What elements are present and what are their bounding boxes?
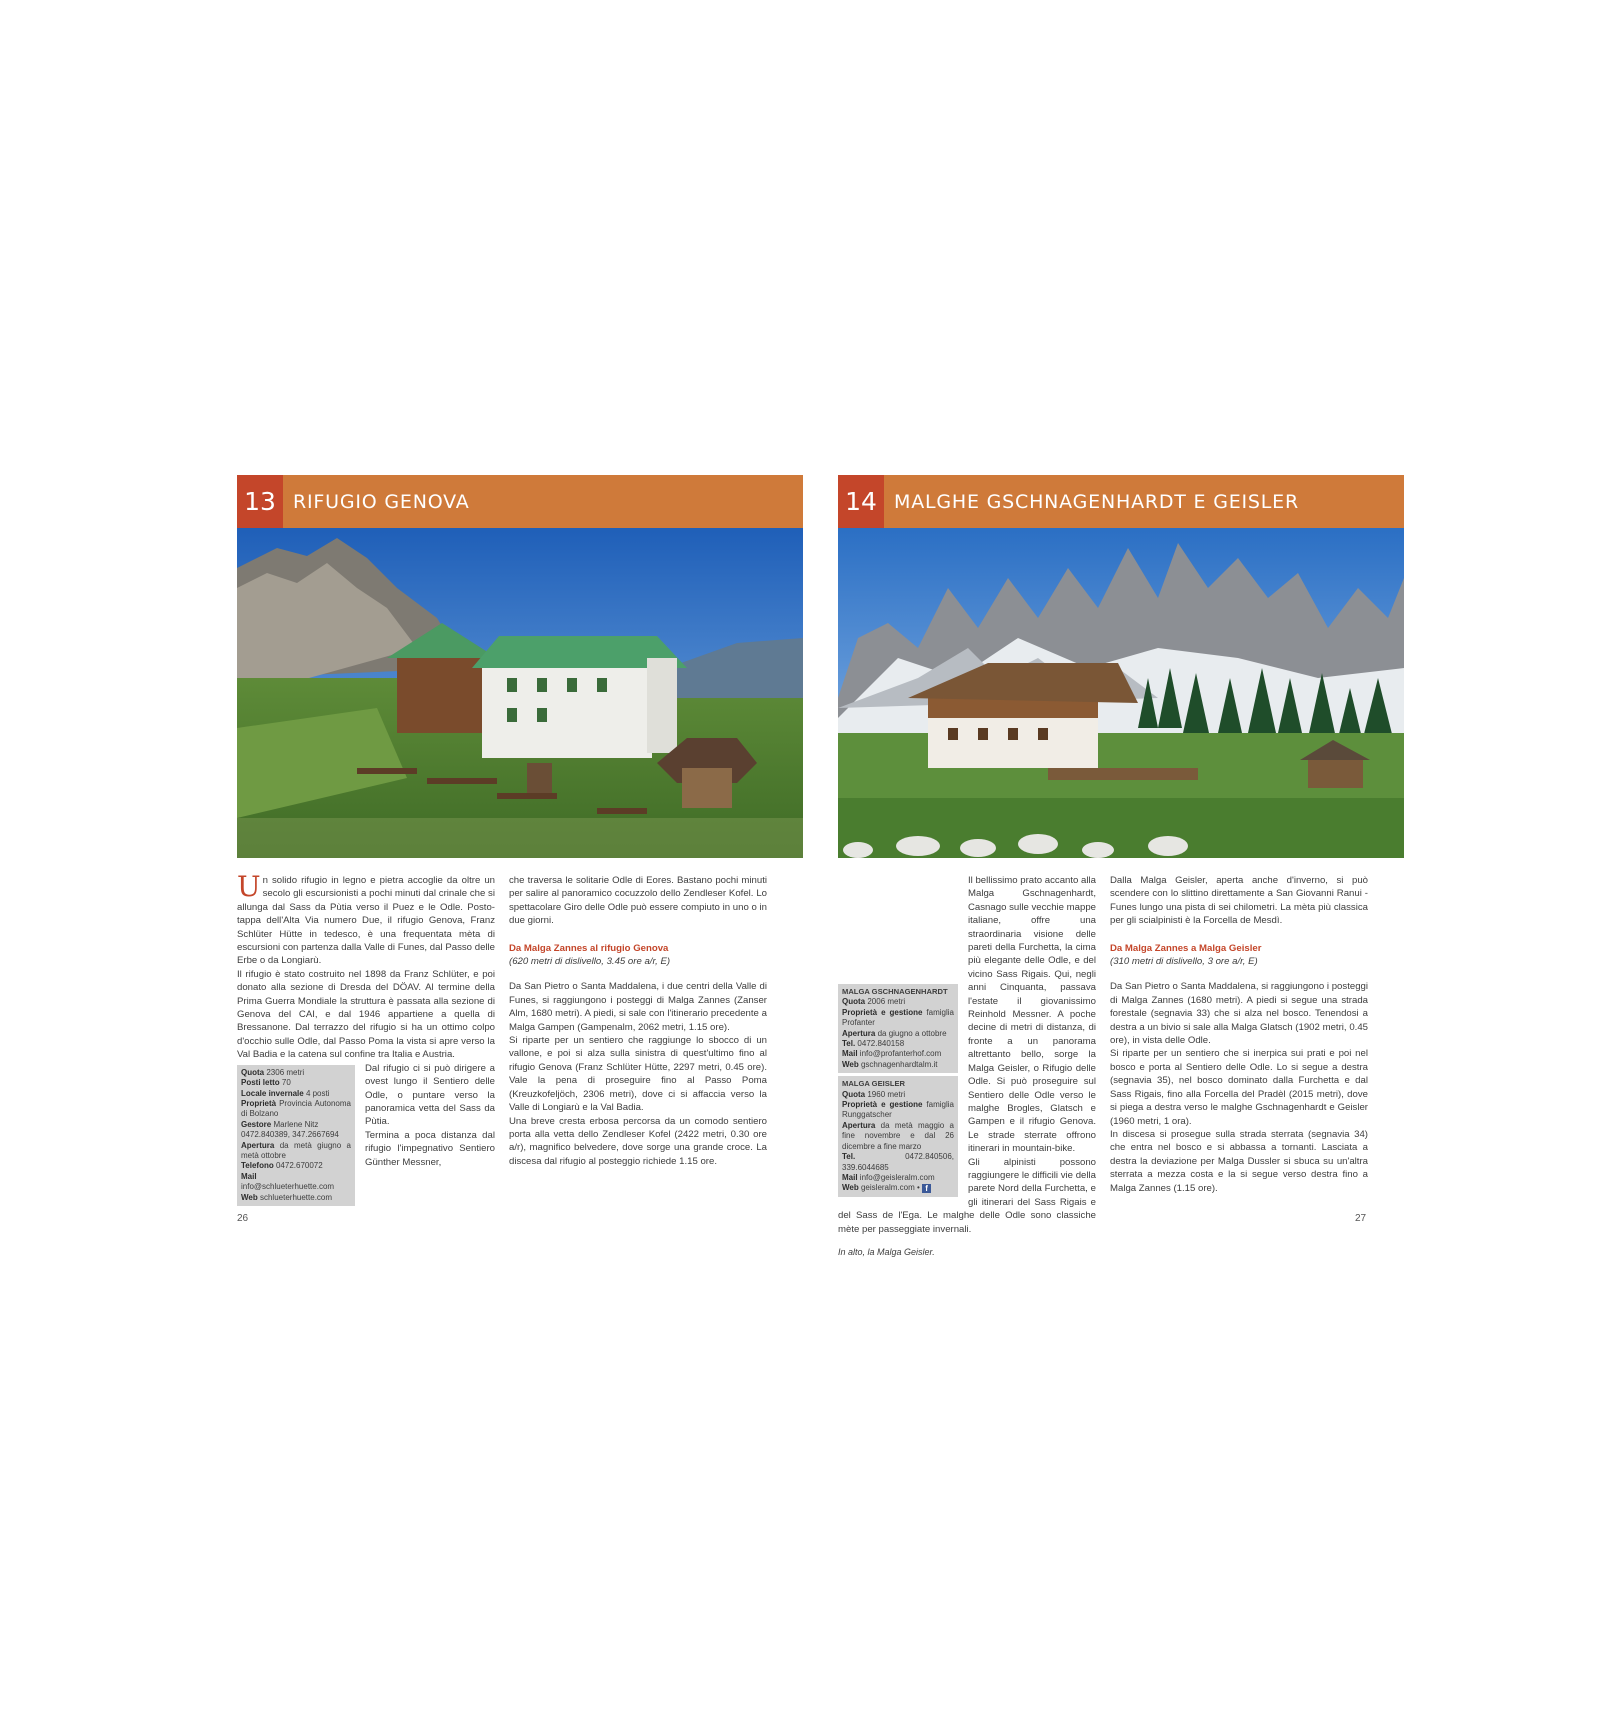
route-step-2: Si riparte per un sentiero che si inerpica sui prati e poi nel bosco e porta al Sentiero delle Odle. Lo si segue a destra (segnavia 35), nel bosco dominato dalla Furchetta e dal Sass Rigais, fino alla Forcella del Pradèl (2015 metri), dove si piega a destra verso le malghe Gschnagenhardt e Geisler (1960 metri, 1 ora). [1110,1048,1368,1127]
left-page [237,475,803,1204]
route-title: Da Malga Zannes al rifugio Genova [509,942,669,954]
section-number: 13 [237,475,283,528]
route-paragraph: Dal rifugio ci si può dirigere a ovest lungo il Sentiero delle Odle, o puntare verso la panoramica vetta del Sass da Pùtia. [365,1062,495,1128]
info-box: Quota 2306 metri Posti letto 70 Locale invernale 4 posti Proprietà Provincia Autonoma di Bolzano Gestore Marlene Nitz 0472.840389, 347.2667694 Apertura da metà giugno a metà ottobre Telefono 0472.670072 Mail info@schlueterhuette.com Web schlueterhuette.com [237,1065,355,1206]
route-step-1: Da San Pietro o Santa Maddalena, si raggiungono i posteggi di Malga Zannes (1680 metri). A piedi si segue una strada forestale (segnavia 33) che si alza nel bosco. Tenendosi a destra a un bivio si sale alla Malga Glatsch (1902 metri, 0.45 ore), in vista delle Odle. [1110,981,1368,1047]
route-info: (620 metri di dislivello, 3.45 ore a/r, E) [509,956,671,968]
section-number: 14 [838,475,884,528]
page-number-right: 27 [1355,1213,1367,1224]
column-2 [509,874,767,1168]
column-1 [237,870,495,1206]
section-title: RIFUGIO GENOVA [293,490,470,513]
intro-paragraph: Il bellissimo prato accanto alla Malga Gschnagenhardt, Casnago sulle vecchie mappe italiane, offre una straordinaria visione delle pareti della Furchetta, la cima più elegante delle Odle, e del vicino Sass Rigais. Qui, negli anni Cinquanta, passava l'estate il giovanissimo Reinhold Messner. A poche decine di metri di distanza, di fronte a un panorama altrettanto bello, sorge la Malga Geisler, o Rifugio delle Odle. Si può proseguire sul Sentiero delle Odle verso le malghe Brogles, Glatsch e Gampen e il rifugio Genova. Le strade sterrate offrono itinerari in mountain-bike. [968,875,1096,1155]
section-header [838,475,1404,528]
info-boxes [838,984,958,1197]
article-body [237,870,803,1204]
route-step-3: Una breve cresta erbosa percorsa da un comodo sentiero porta alla vetta dello Zendleser Kofel (2422 metri, 0.30 ore a/r), magnifico belvedere, dove sorge una grande croce. La discesa dal rifugio al posteggio richiede 1.15 ore. [509,1115,767,1167]
info-box-gschnagenhardt: MALGA GSCHNAGENHARDT Quota 2006 metri Proprietà e gestione famiglia Profanter Apertura da giugno a ottobre Tel. 0472.840158 Mail info@profanterhof.com Web gschnagenhardtalm.it [838,984,958,1073]
winter-paragraph: Dalla Malga Geisler, aperta anche d'inverno, si può scendere con lo slittino direttamente a San Giovanni Ranui - Funes lungo una pista di sei chilometri. La mèta più classica per gli scialpinisti è la Forcella de Mesdì. [1110,875,1368,927]
alpinists-paragraph: Gli alpinisti possono raggiungere le difficili vie della parete Nord della Furchetta, e gli itinerari del Sass Rigais e del Sass de l'Ega. Le malghe delle Odle sono classiche mète per passeggiate invernali. [838,1156,1096,1235]
column-1 [838,874,1096,1259]
odle-paragraph: che traversa le solitarie Odle di Eores. Bastano pochi minuti per salire al panoramico cocuzzolo dello Zendleser Kofel. Lo spettacolare Giro delle Odle può essere compiuto in uno o in due giorni. [509,875,767,927]
column-2 [1110,874,1368,1195]
route-title: Da Malga Zannes a Malga Geisler [1110,942,1262,954]
route-info: (310 metri di dislivello, 3 ore a/r, E) [1110,956,1258,968]
malga-geisler-photo [838,528,1404,858]
history-paragraph: Il rifugio è stato costruito nel 1898 da Franz Schlüter, e poi donato alla sezione di Dresda del DÖAV. Al termine della Prima Guerra Mondiale la struttura è passata alla sezione di Genova del CAI, e dal 1946 appartiene a quella di Bressanone. Dal terrazzo del rifugio si ha un ottimo colpo d'occhio sulle Odle, dal Passo Poma la vista si apre verso la Val Badia e la catena sul confine tra Italia e Austria. [237,968,495,1061]
section-header [237,475,803,528]
drop-cap: U [237,870,261,903]
route-step-1: Da San Pietro o Santa Maddalena, i due centri della Valle di Funes, si raggiungono i posteggi di Malga Zannes (Zanser Alm, 1680 metri). A piedi, si sale con l'itinerario precedente a Malga Gampen (Gampenalm, 2062 metri, 1.15 ore). [509,981,767,1033]
page-number-left: 26 [237,1213,249,1224]
info-box-geisler: MALGA GEISLER Quota 1960 metri Proprietà e gestione famiglia Runggatscher Apertura da metà maggio a fine novembre e dal 26 dicembre a fine marzo Tel. 0472.840506, 339.6044685 Mail info@geisleralm.com Web geisleralm.com • f [838,1076,958,1196]
rifugio-genova-photo [237,528,803,858]
section-title: MALGHE GSCHNAGENHARDT E GEISLER [894,490,1299,513]
trail-paragraph: Termina a poca distanza dal rifugio l'impegnativo Sentiero Günther Messner, [365,1129,495,1168]
route-step-2: Si riparte per un sentiero che raggiunge lo sbocco di un vallone, e poi si alza sulla sinistra di quest'ultimo fino al rifugio Genova (Franz Schlüter Hütte, 2297 metri, 0.45 ore). Vale la pena di proseguire fino al Passo Poma (Kreuzkofeljöch, 2306 metri), dove ci si affaccia verso la Valle di Longiarù e la Val Badia. [509,1035,767,1114]
facebook-icon: f [922,1184,931,1193]
route-step-3: In discesa si prosegue sulla strada sterrata (segnavia 34) che entra nel bosco e si abbassa a tornanti. Lasciata a destra la deviazione per Malga Dussler si sbuca su un'altra sterrata a mezza costa e la si segue verso destra fino a Malga Zannes (1.15 ore). [1110,1128,1368,1194]
photo-caption: In alto, la Malga Geisler. [838,1246,935,1257]
intro-paragraph: Un solido rifugio in legno e pietra accoglie da oltre un secolo gli escursionisti a pochi minuti dal crinale che si allunga dal Sass da Pùtia verso il Puez e le Odle. Posto-tappa dell'Alta Via numero Due, il rifugio Genova, Franz Schlüter Hütte in tedesco, è una frequentata mèta di escursioni con partenza dalla Valle di Funes, dal Passo delle Erbe o da Longiarù. [237,870,495,967]
